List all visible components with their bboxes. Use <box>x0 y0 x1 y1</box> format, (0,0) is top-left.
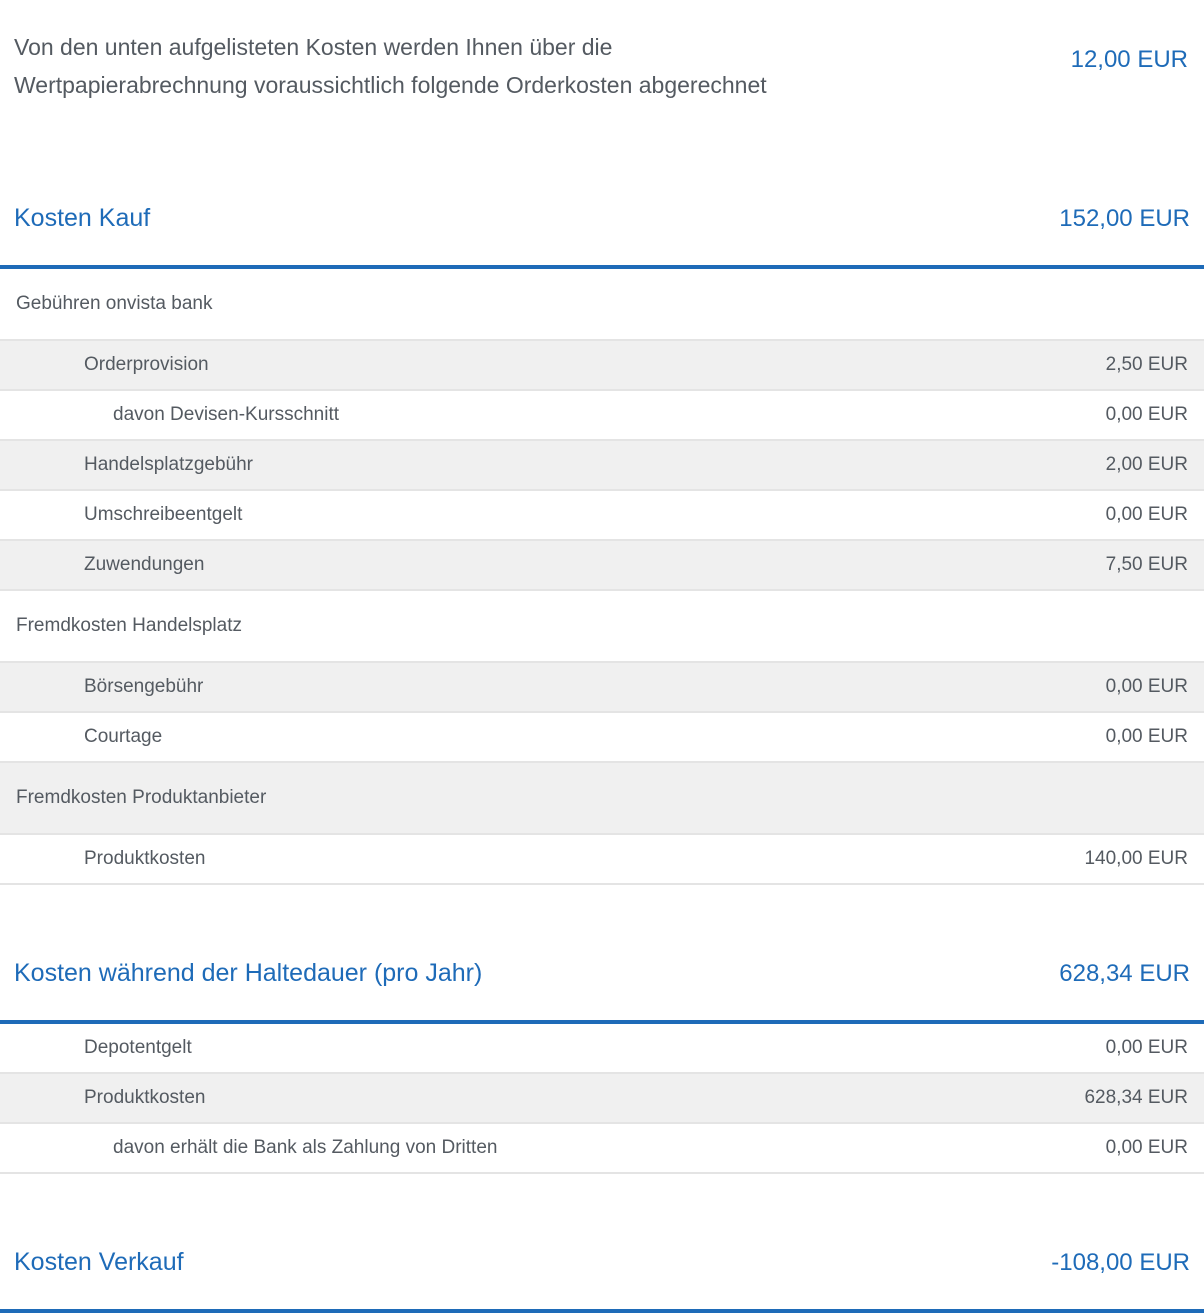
item-value: 0,00 EUR <box>1105 726 1188 747</box>
row-orderprovision <box>0 341 1204 391</box>
intro-text-line-2: Wertpapierabrechnung voraussichtlich folgende Orderkosten abgerechnet <box>14 72 767 98</box>
item-label: Depotentgelt <box>84 1037 192 1058</box>
item-value: 0,00 EUR <box>1105 1037 1188 1058</box>
row-davon-bank-zahlung-dritte <box>0 1124 1204 1174</box>
item-value: 0,00 EUR <box>1105 1137 1188 1158</box>
section-header-kosten-haltedauer <box>0 957 1204 990</box>
item-value: 0,00 EUR <box>1105 504 1188 525</box>
item-value: 2,50 EUR <box>1105 354 1188 375</box>
section-total: 628,34 EUR <box>1059 960 1190 987</box>
item-label: Orderprovision <box>84 354 209 375</box>
item-label: Courtage <box>84 726 163 747</box>
group-row-fremdkosten-handelsplatz <box>0 591 1204 663</box>
intro-block <box>0 0 1204 104</box>
group-row-gebuehren-onvista-bank <box>0 269 1204 341</box>
item-value: 140,00 EUR <box>1084 848 1188 869</box>
row-davon-devisen-kursschnitt <box>0 391 1204 441</box>
section-title: Kosten während der Haltedauer (pro Jahr) <box>14 959 483 987</box>
row-courtage <box>0 713 1204 763</box>
section-total: -108,00 EUR <box>1051 1249 1190 1276</box>
item-value: 628,34 EUR <box>1084 1087 1188 1108</box>
item-label: Handelsplatzgebühr <box>84 454 254 475</box>
row-produktkosten-haltedauer <box>0 1074 1204 1124</box>
row-handelsplatzgebuehr <box>0 441 1204 491</box>
item-value: 7,50 EUR <box>1105 554 1188 575</box>
item-value: 2,00 EUR <box>1105 454 1188 475</box>
section-divider <box>0 1309 1204 1313</box>
kosten-kauf-rows <box>0 269 1204 885</box>
item-label: Zuwendungen <box>84 554 205 575</box>
intro-text <box>14 28 767 104</box>
section-title: Kosten Kauf <box>14 204 151 232</box>
item-value: 0,00 EUR <box>1105 676 1188 697</box>
item-label: davon erhält die Bank als Zahlung von Dritten <box>113 1137 498 1158</box>
section-header-kosten-verkauf <box>0 1246 1204 1279</box>
item-value: 0,00 EUR <box>1105 404 1188 425</box>
item-label: Produktkosten <box>84 848 206 869</box>
group-label: Fremdkosten Produktanbieter <box>16 787 267 808</box>
item-label: Umschreibeentgelt <box>84 504 243 525</box>
kosten-haltedauer-rows <box>0 1024 1204 1174</box>
row-boersengebuehr <box>0 663 1204 713</box>
intro-text-line-1: Von den unten aufgelisteten Kosten werden Ihnen über die <box>14 34 613 60</box>
section-total: 152,00 EUR <box>1059 205 1190 232</box>
row-produktkosten-kauf <box>0 835 1204 885</box>
group-label: Gebühren onvista bank <box>16 293 213 314</box>
group-label: Fremdkosten Handelsplatz <box>16 615 242 636</box>
item-label: davon Devisen-Kursschnitt <box>113 404 339 425</box>
section-header-kosten-kauf <box>0 202 1204 235</box>
group-row-fremdkosten-produktanbieter <box>0 763 1204 835</box>
row-depotentgelt <box>0 1024 1204 1074</box>
item-label: Produktkosten <box>84 1087 206 1108</box>
intro-amount: 12,00 EUR <box>1070 46 1188 73</box>
section-title: Kosten Verkauf <box>14 1248 184 1276</box>
item-label: Börsengebühr <box>84 676 204 697</box>
row-umschreibeentgelt <box>0 491 1204 541</box>
row-zuwendungen <box>0 541 1204 591</box>
